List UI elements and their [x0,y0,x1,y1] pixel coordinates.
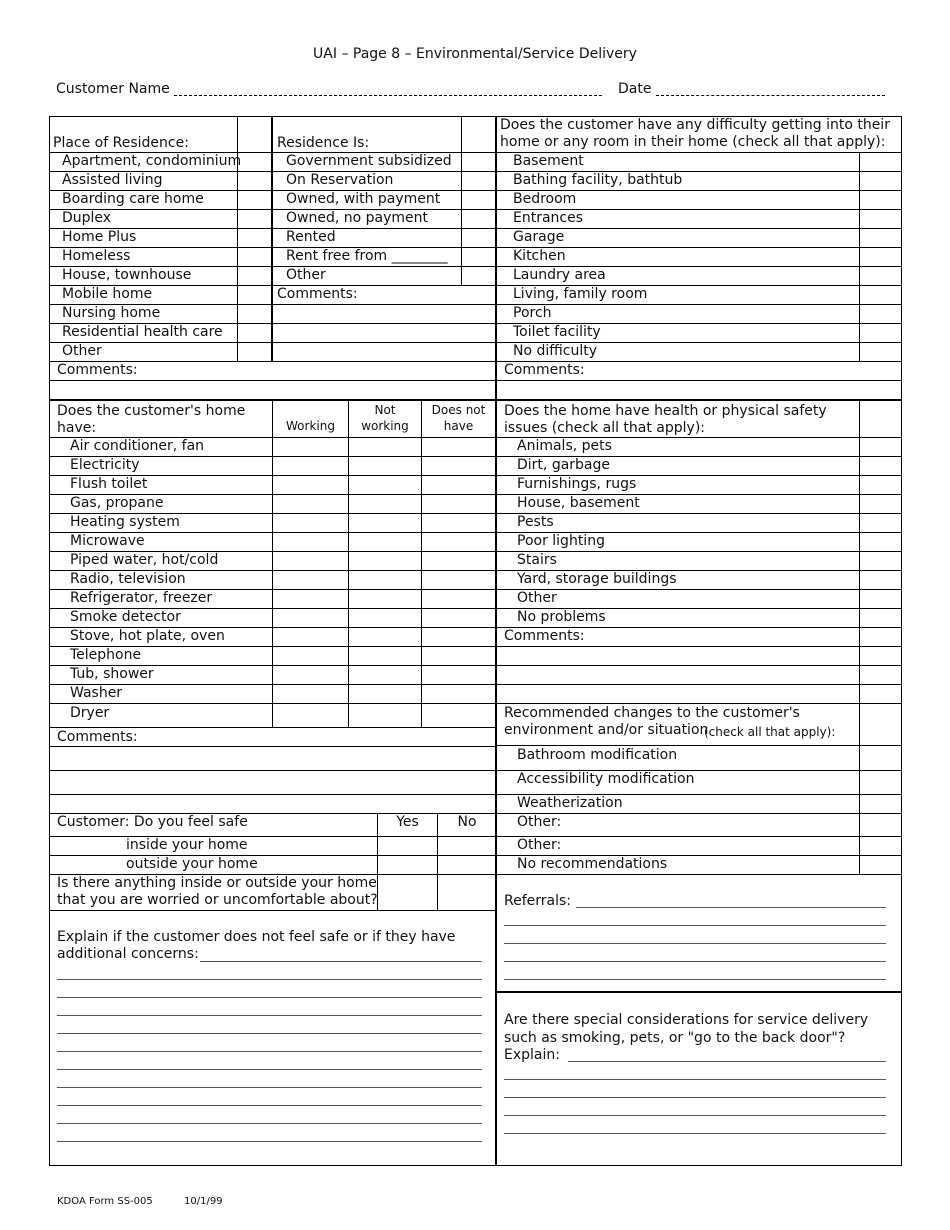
place-item: Home Plus [62,229,137,245]
access-heading-line2: home or any room in their home (check all that apply): [500,134,886,150]
explain-write-line[interactable] [57,1141,482,1142]
residence-type: Other [286,267,326,283]
special-write-line[interactable] [504,1079,886,1080]
place-item: Other [62,343,102,359]
worried-line2: that you are worried or uncomfortable about? [57,892,378,908]
feel-safe-yes: Yes [396,814,419,830]
explain-line1: Explain if the customer does not feel safe or if they have [57,929,456,945]
safety-heading-line1: Does the home have health or physical safety [504,403,827,419]
special-line1: Are there special considerations for service delivery [504,1012,869,1028]
recommended-heading-line1: Recommended changes to the customer's [504,705,800,721]
col-does-not-1: Does not [431,403,486,417]
footer-form: KDOA Form SS-005 [57,1196,153,1207]
explain-write-line[interactable] [57,1051,482,1052]
explain-write-line[interactable] [57,1033,482,1034]
feel-safe-inside: inside your home [126,837,248,853]
utilities-heading-line2: have: [57,420,97,436]
access-item: Bedroom [513,191,577,207]
page-title: UAI – Page 8 – Environmental/Service Delivery [313,46,637,62]
utility-item: Stove, hot plate, oven [70,628,225,644]
utility-item: Washer [70,685,123,701]
safety-item: Animals, pets [517,438,612,454]
col-not-working-2: working [361,419,409,433]
feel-safe-outside: outside your home [126,856,258,872]
explain-write-line[interactable] [57,1069,482,1070]
explain-line2: additional concerns: [57,946,199,962]
access-item: Porch [513,305,552,321]
place-item: Homeless [62,248,131,264]
recommended-item: Weatherization [517,795,623,811]
utility-item: Dryer [70,705,110,721]
col-working: Working [286,419,335,433]
place-item: Duplex [62,210,112,226]
safety-item: House, basement [517,495,640,511]
utility-item: Gas, propane [70,495,164,511]
utility-item: Heating system [70,514,180,530]
feel-safe-no: No [457,814,477,830]
safety-item: Pests [517,514,554,530]
residence-type: Government subsidized [286,153,452,169]
referrals-line[interactable] [504,961,886,962]
utilities-heading-line1: Does the customer's home [57,403,246,419]
worried-line1: Is there anything inside or outside your home [57,875,377,891]
special-write-line[interactable] [568,1061,886,1062]
referrals-line[interactable] [504,943,886,944]
special-write-line[interactable] [504,1097,886,1098]
special-write-line[interactable] [504,1133,886,1134]
explain-write-line[interactable] [57,1123,482,1124]
referrals-line[interactable] [504,925,886,926]
place-of-residence-heading: Place of Residence: [53,135,189,151]
utility-item: Piped water, hot/cold [70,552,219,568]
recommended-item: Other: [517,837,562,853]
safety-item: No problems [517,609,606,625]
recommended-item: Accessibility modification [517,771,695,787]
residence-type: Owned, with payment [286,191,441,207]
utility-item: Electricity [70,457,140,473]
date-field[interactable] [656,95,885,96]
customer-name-label: Customer Name [56,81,170,97]
safety-item: Stairs [517,552,557,568]
access-item: Kitchen [513,248,566,264]
col-not-working-1: Not [374,403,396,417]
safety-item: Dirt, garbage [517,457,611,473]
recommended-item: Other: [517,814,562,830]
safety-comments-label: Comments: [504,628,585,644]
recommended-heading-note: (check all that apply): [704,725,836,739]
place-item: Assisted living [62,172,163,188]
referrals-line[interactable] [504,979,886,980]
access-item: No difficulty [513,343,598,359]
utility-item: Smoke detector [70,609,181,625]
explain-write-line[interactable] [57,997,482,998]
referrals-label: Referrals: [504,893,571,909]
safety-item: Furnishings, rugs [517,476,637,492]
utility-item: Refrigerator, freezer [70,590,213,606]
residence-comments-label: Comments: [277,286,358,302]
recommended-heading-line2: environment and/or situation [504,722,709,738]
utility-item: Tub, shower [70,666,154,682]
place-item: Boarding care home [62,191,204,207]
residence-is-heading: Residence Is: [277,135,370,151]
explain-write-line[interactable] [57,1015,482,1016]
referrals-line[interactable] [576,907,886,908]
utility-item: Radio, television [70,571,186,587]
access-item: Bathing facility, bathtub [513,172,683,188]
access-item: Garage [513,229,565,245]
special-line2: such as smoking, pets, or "go to the back door"? [504,1030,846,1046]
explain-write-line[interactable] [57,979,482,980]
explain-write-line[interactable] [200,961,482,962]
access-item: Basement [513,153,584,169]
date-label: Date [618,81,652,97]
access-item: Toilet facility [513,324,601,340]
recommended-item: Bathroom modification [517,747,678,763]
recommended-item: No recommendations [517,856,668,872]
utility-item: Flush toilet [70,476,148,492]
residence-type: On Reservation [286,172,394,188]
explain-write-line[interactable] [57,1105,482,1106]
footer-date: 10/1/99 [184,1196,223,1207]
utility-item: Microwave [70,533,145,549]
safety-heading-line2: issues (check all that apply): [504,420,706,436]
utility-item: Telephone [70,647,142,663]
customer-name-field[interactable] [174,95,602,96]
special-line3: Explain: [504,1047,560,1063]
safety-item: Poor lighting [517,533,605,549]
access-heading-line1: Does the customer have any difficulty getting into their [500,117,890,133]
explain-write-line[interactable] [57,1087,482,1088]
safety-item: Other [517,590,557,606]
residence-type: Rented [286,229,336,245]
safety-item: Yard, storage buildings [517,571,677,587]
place-item: Nursing home [62,305,161,321]
feel-safe-question: Customer: Do you feel safe [57,814,248,830]
utility-item: Air conditioner, fan [70,438,205,454]
residence-type: Rent free from ________ [286,248,448,264]
place-item: House, townhouse [62,267,192,283]
residence-type: Owned, no payment [286,210,428,226]
special-write-line[interactable] [504,1115,886,1116]
place-item: Residential health care [62,324,223,340]
place-item: Mobile home [62,286,153,302]
access-item: Living, family room [513,286,648,302]
residence-comments-label: Comments: [57,362,138,378]
place-item: Apartment, condominium [62,153,242,169]
utilities-comments-label: Comments: [57,729,138,745]
access-item: Entrances [513,210,584,226]
access-comments-label: Comments: [504,362,585,378]
access-item: Laundry area [513,267,606,283]
col-does-not-2: have [443,419,474,433]
